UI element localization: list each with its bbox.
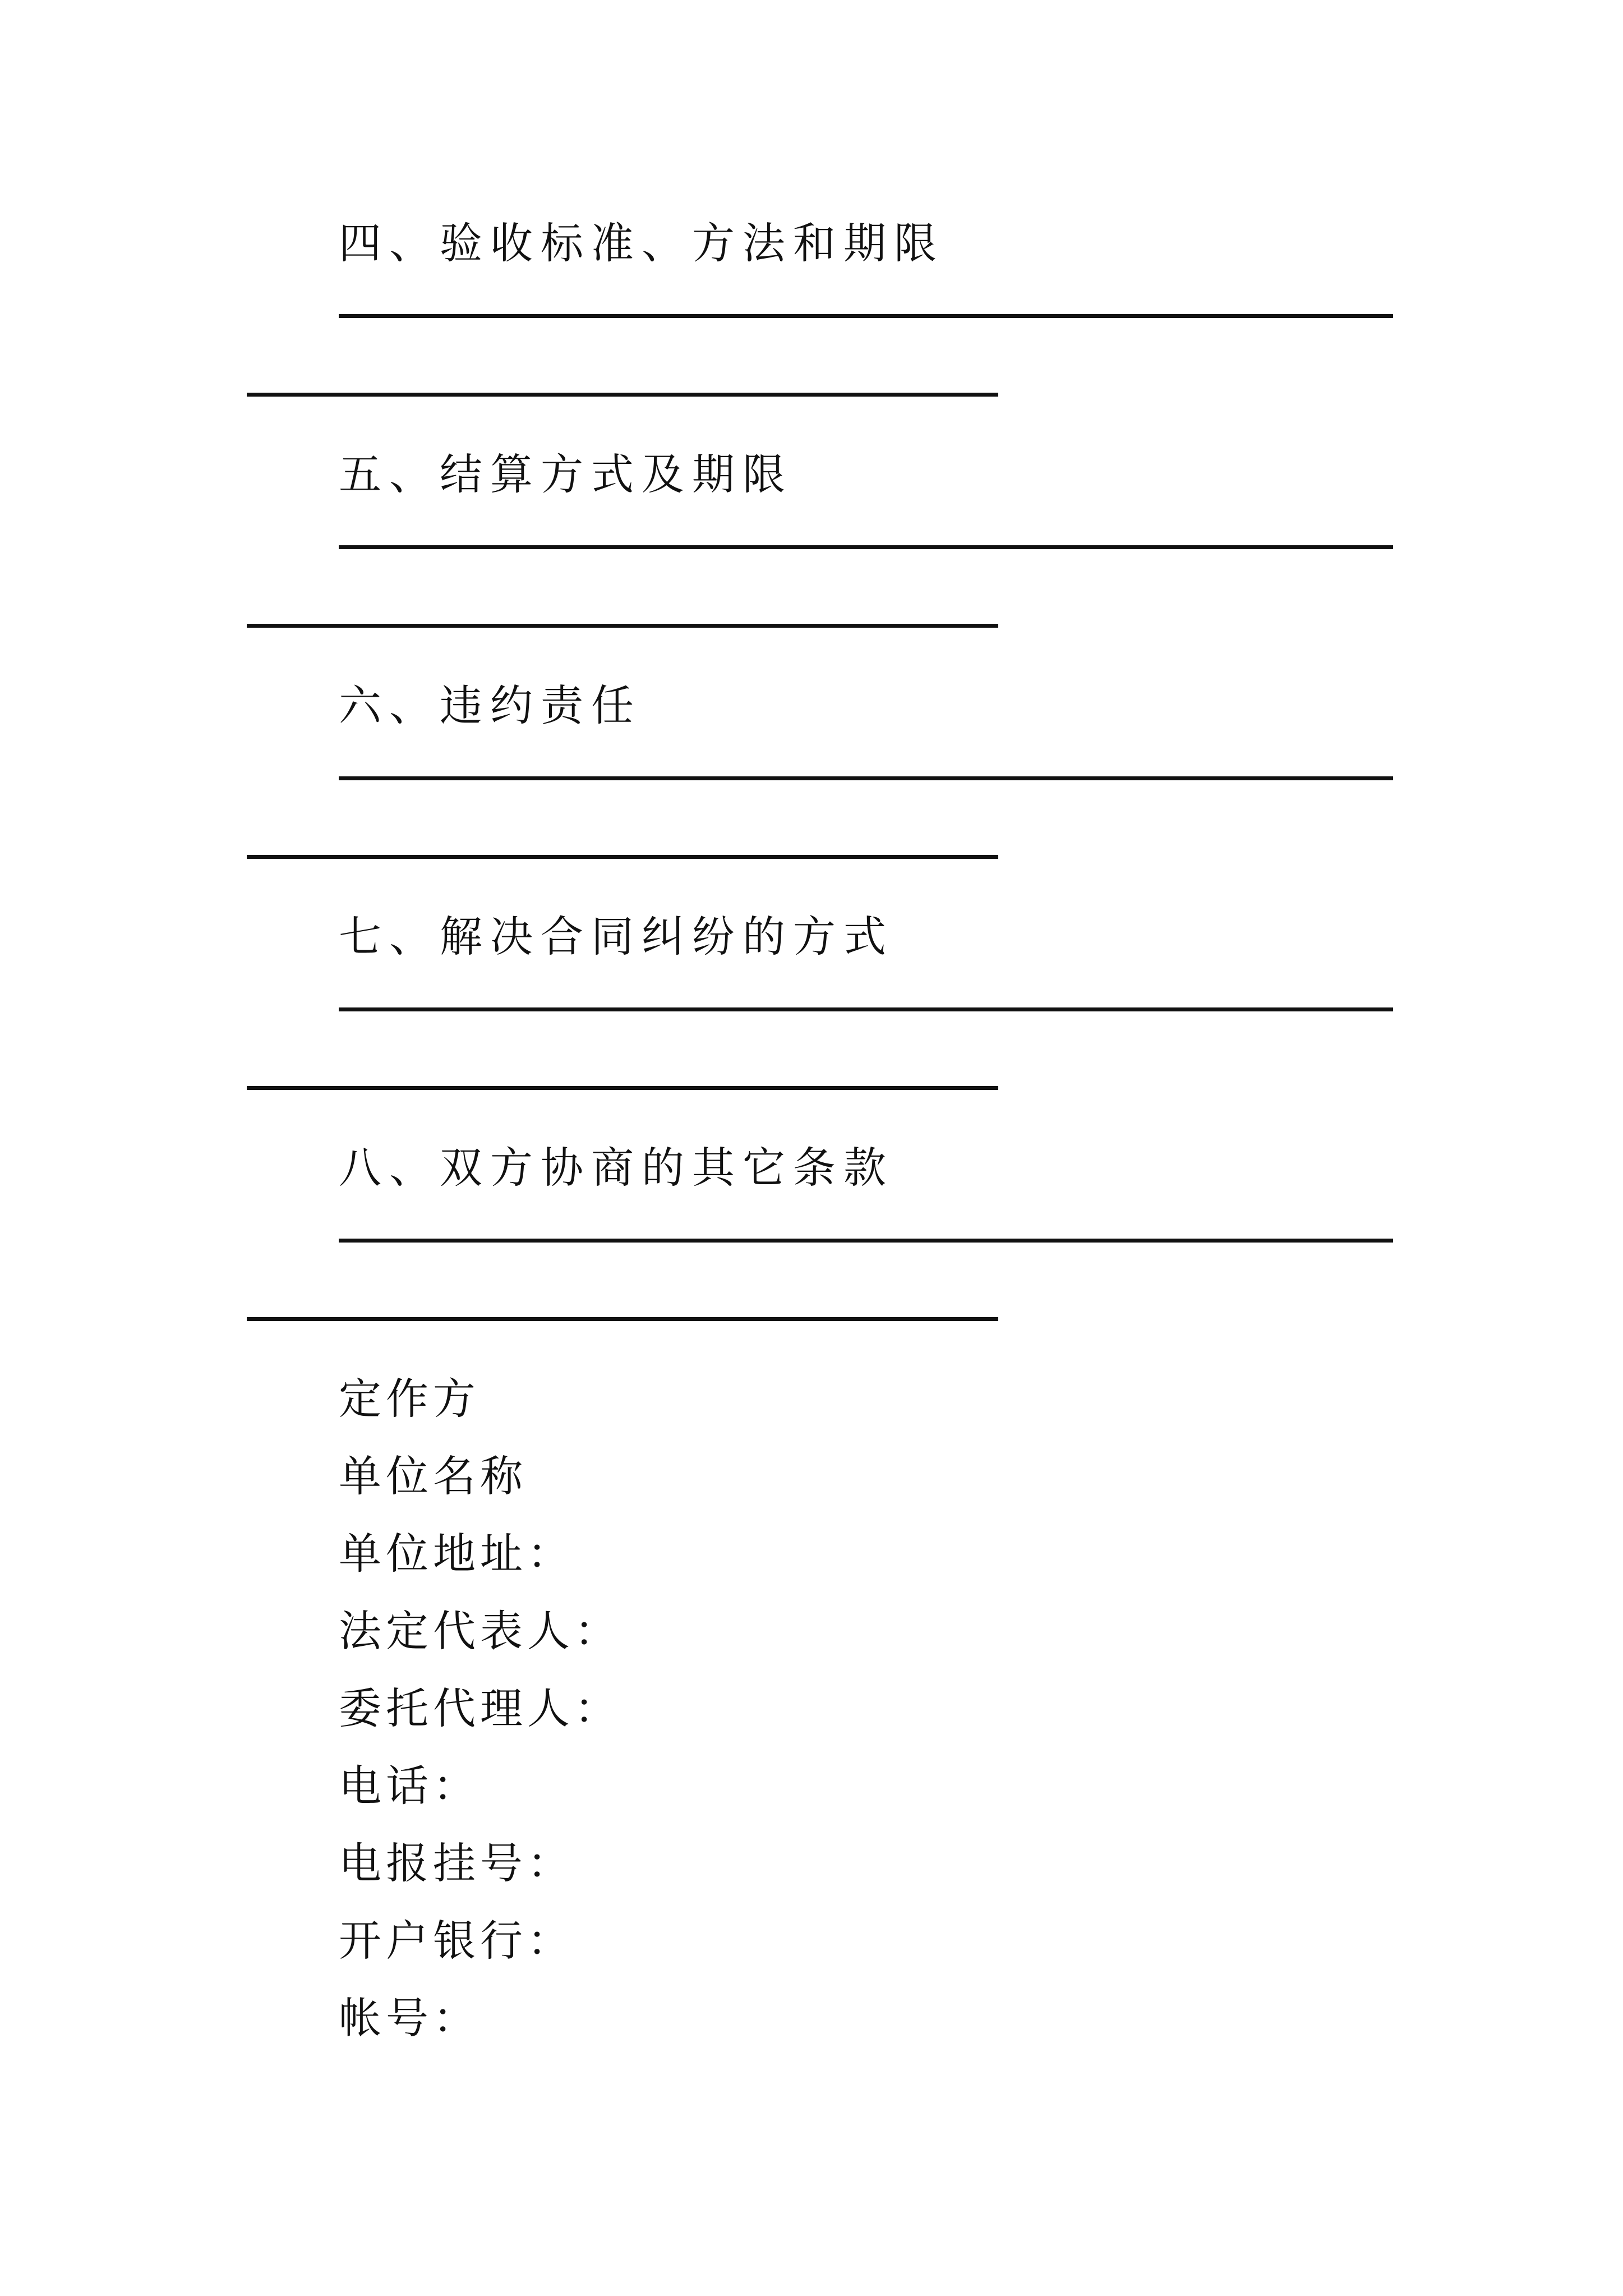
fill-line	[247, 624, 998, 628]
fill-line	[247, 393, 998, 397]
field-account: 帐号：	[339, 1993, 480, 2043]
fill-line	[247, 1317, 998, 1321]
section-heading-8: 八、双方协商的其它条款	[339, 1143, 894, 1193]
field-bank: 开户银行：	[339, 1916, 574, 1966]
field-unit-address: 单位地址：	[339, 1529, 574, 1579]
fill-line	[247, 855, 998, 859]
field-unit-name: 单位名称	[339, 1451, 527, 1501]
field-legal-representative: 法定代表人：	[339, 1606, 621, 1656]
fill-line	[339, 314, 1393, 318]
fill-line	[339, 1007, 1393, 1011]
section-heading-7: 七、解决合同纠纷的方式	[339, 912, 894, 961]
section-heading-4: 四、验收标准、方法和期限	[339, 218, 944, 268]
field-telegraph: 电报挂号：	[339, 1838, 574, 1888]
section-heading-5: 五、结算方式及期限	[339, 449, 793, 499]
fill-line	[339, 1239, 1393, 1243]
party-title: 定作方	[339, 1374, 480, 1424]
field-authorized-agent: 委托代理人：	[339, 1683, 621, 1733]
field-phone: 电话：	[339, 1761, 480, 1811]
fill-line	[339, 776, 1393, 780]
fill-line	[247, 1086, 998, 1090]
fill-line	[339, 545, 1393, 549]
section-heading-6: 六、违约责任	[339, 680, 642, 730]
